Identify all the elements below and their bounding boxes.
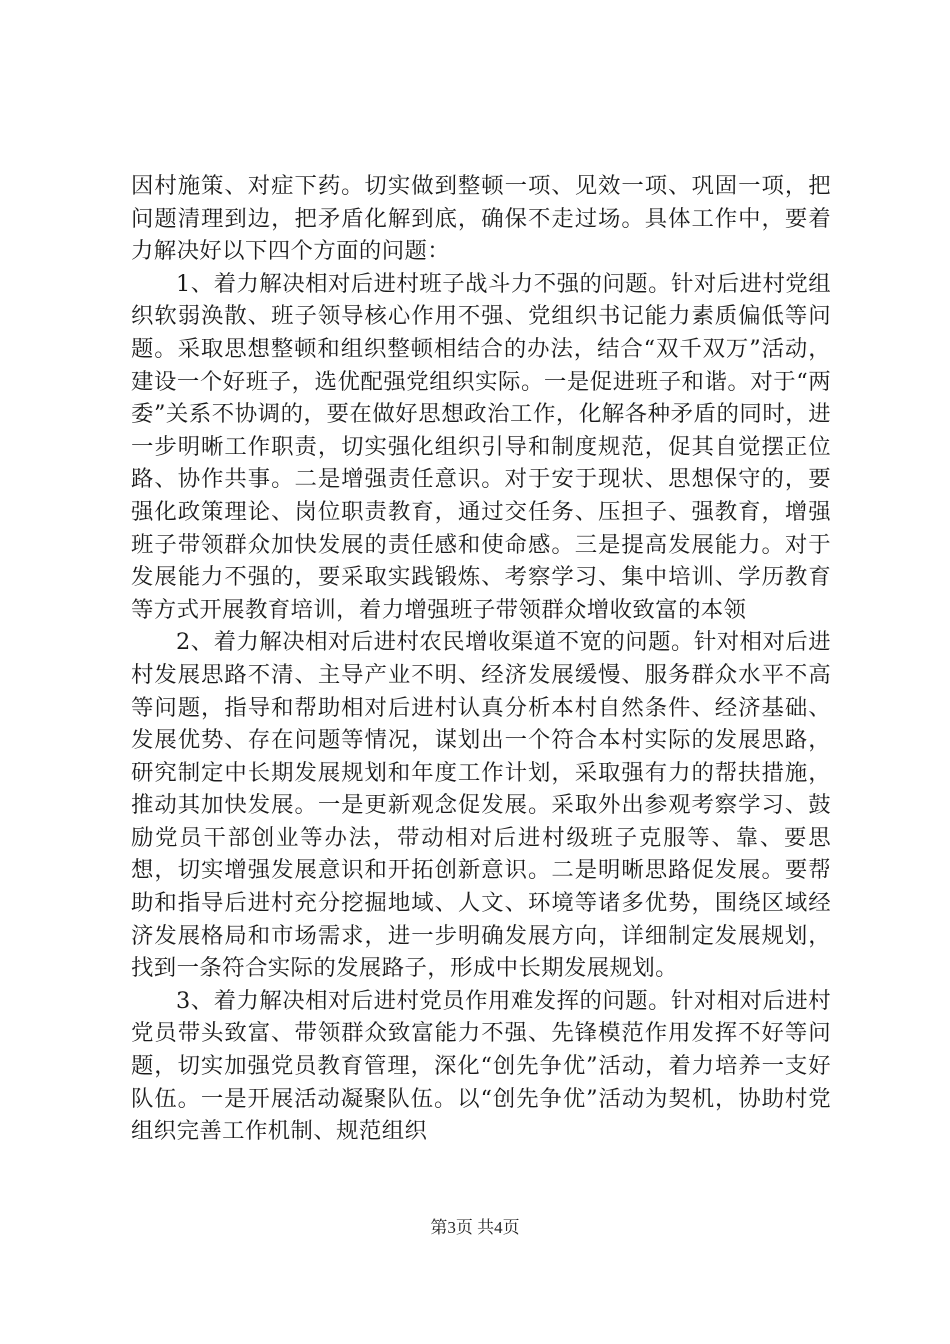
paragraph-item-3: 3、着力解决相对后进村党员作用难发挥的问题。针对相对后进村党员带头致富、带领群众致富能力不强、先锋模范作用发挥不好等问题，切实加强党员教育管理，深化“创先争优”活动，着力培养一支好队伍。一是开展活动凝聚队伍。以“创先争优”活动为契机，协助村党组织完善工作机制、规范组织	[131, 987, 831, 1145]
page-number-footer: 第3页 共4页	[430, 1218, 520, 1237]
paragraph-intro: 因村施策、对症下药。切实做到整顿一项、见效一项、巩固一项，把问题清理到边，把矛盾化解到底，确保不走过场。具体工作中，要着力解决好以下四个方面的问题：	[131, 173, 831, 265]
paragraph-item-2: 2、着力解决相对后进村农民增收渠道不宽的问题。针对相对后进村发展思路不清、主导产业不明、经济发展缓慢、服务群众水平不高等问题，指导和帮助相对后进村认真分析本村自然条件、经济基础、发展优势、存在问题等情况，谋划出一个符合本村实际的发展思路，研究制定中长期发展规划和年度工作计划，采取强有力的帮扶措施，推动其加快发展。一是更新观念促发展。采取外出参观考察学习、鼓励党员干部创业等办法，带动相对后进村级班子克服等、靠、要思想，切实增强发展意识和开拓创新意识。二是明晰思路促发展。要帮助和指导后进村充分挖掘地域、人文、环境等诸多优势，围绕区域经济发展格局和市场需求，进一步明确发展方向，详细制定发展规划，找到一条符合实际的发展路子，形成中长期发展规划。	[131, 629, 831, 982]
document-body	[131, 170, 831, 1148]
paragraph-item-1: 1、着力解决相对后进村班子战斗力不强的问题。针对后进村党组织软弱涣散、班子领导核心作用不强、党组织书记能力素质偏低等问题。采取思想整顿和组织整顿相结合的办法，结合“双千双万”活动，建设一个好班子，选优配强党组织实际。一是促进班子和谐。对于“两委”关系不协调的，要在做好思想政治工作，化解各种矛盾的同时，进一步明晰工作职责，切实强化组织引导和制度规范，促其自觉摆正位路、协作共事。二是增强责任意识。对于安于现状、思想保守的，要强化政策理论、岗位职责教育，通过交任务、压担子、强教育，增强班子带领群众加快发展的责任感和使命感。三是提高发展能力。对于发展能力不强的，要采取实践锻炼、考察学习、集中培训、学历教育等方式开展教育培训，着力增强班子带领群众增收致富的本领	[131, 270, 831, 623]
